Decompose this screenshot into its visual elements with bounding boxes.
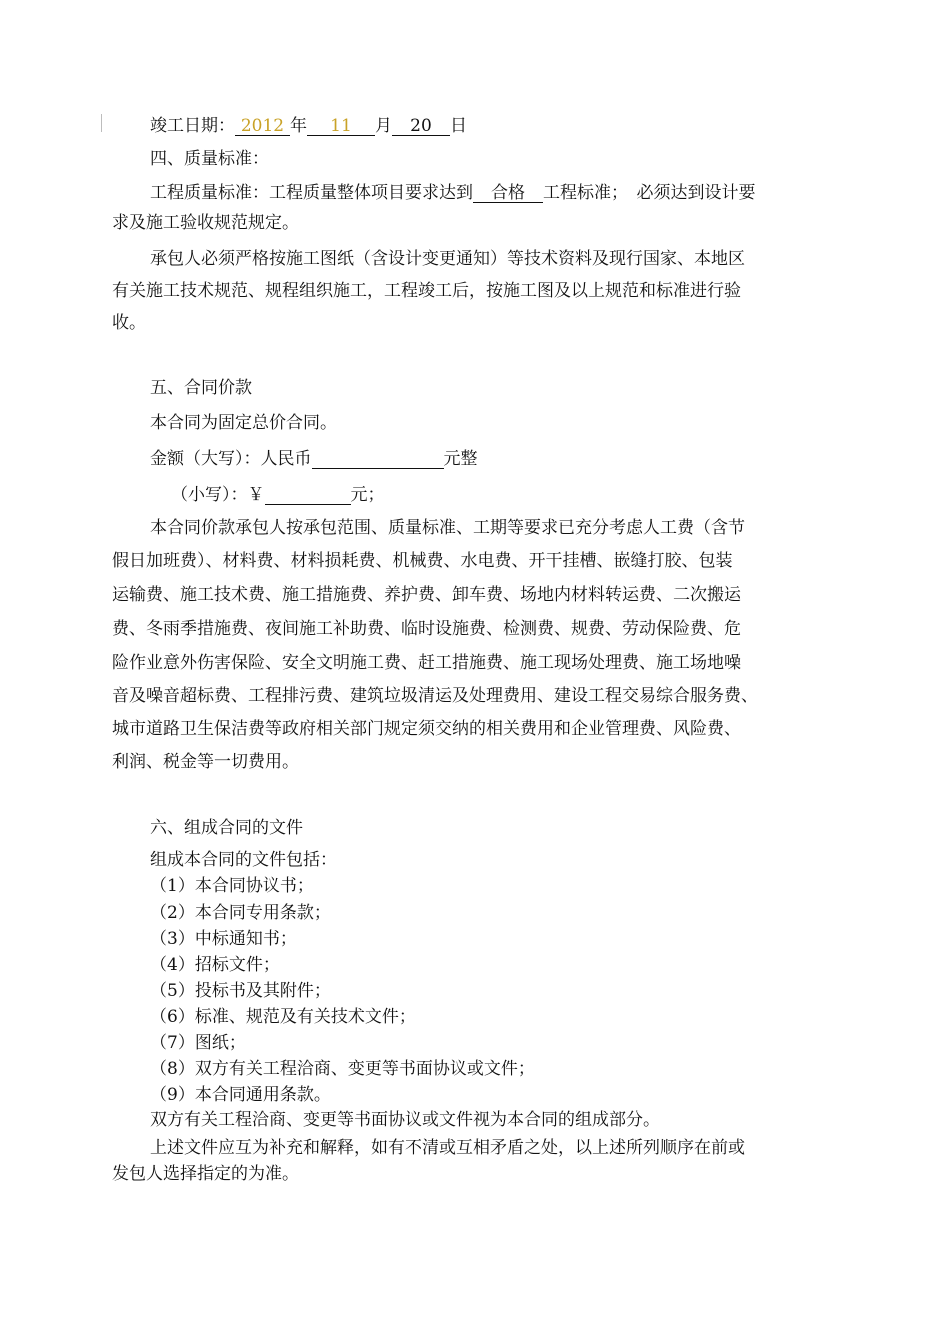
price-desc-line: 险作业意外伤害保险、安全文明施工费、赶工措施费、施工现场处理费、施工场地噪	[112, 653, 741, 673]
section4-heading: 四、质量标准：	[150, 149, 269, 169]
completion-year: 2012	[235, 117, 290, 136]
amount-lower-unit: 元；	[350, 485, 385, 505]
quality-text-a: 工程质量标准：工程质量整体项目要求达到	[150, 183, 473, 203]
document-item: （8）双方有关工程洽商、变更等书面协议或文件；	[150, 1059, 535, 1079]
price-desc-line: 费、冬雨季措施费、夜间施工补助费、临时设施费、检测费、规费、劳动保险费、危	[112, 619, 741, 639]
price-desc-line: 城市道路卫生保洁费等政府相关部门规定须交纳的相关费用和企业管理费、风险费、	[112, 719, 741, 739]
document-item: （2）本合同专用条款；	[150, 903, 331, 923]
document-item: （9）本合同通用条款。	[150, 1085, 331, 1105]
amount-lower-line	[171, 485, 906, 505]
price-desc-line: 利润、税金等一切费用。	[112, 752, 299, 772]
section6-heading: 六、组成合同的文件	[150, 818, 303, 838]
documents-intro: 组成本合同的文件包括：	[150, 850, 337, 870]
section5-heading: 五、合同价款	[150, 378, 252, 398]
document-item: （1）本合同协议书；	[150, 876, 314, 896]
document-item: （4）招标文件；	[150, 955, 280, 975]
construction-req-line2: 有关施工技术规范、规程组织施工，工程竣工后，按施工图及以上规范和标准进行验	[112, 281, 741, 301]
price-desc-line: 运输费、施工技术费、施工措施费、养护费、卸车费、场地内材料转运费、二次搬运	[112, 585, 741, 605]
amount-lower-label: （小写）：￥	[171, 485, 265, 505]
construction-req-line1: 承包人必须严格按施工图纸（含设计变更通知）等技术资料及现行国家、本地区	[150, 249, 745, 269]
completion-day: 20	[392, 117, 450, 136]
price-desc-line: 音及噪音超标费、工程排污费、建筑垃圾清运及处理费用、建设工程交易综合服务费、	[112, 686, 758, 706]
completion-month: 11	[307, 117, 375, 136]
quality-standard-line1	[150, 183, 885, 203]
amount-upper-line	[150, 449, 885, 469]
document-item: （5）投标书及其附件；	[150, 981, 331, 1001]
completion-date-label: 竣工日期：	[150, 116, 235, 136]
amount-upper-blank	[312, 450, 444, 469]
amount-upper-unit: 元整	[443, 449, 478, 469]
quality-value: 合格	[473, 184, 543, 203]
documents-composition-note: 双方有关工程洽商、变更等书面协议或文件视为本合同的组成部分。	[150, 1110, 660, 1130]
document-item: （3）中标通知书；	[150, 929, 297, 949]
quality-text-b: 工程标准； 必须达到设计要	[543, 183, 756, 203]
year-unit: 年	[290, 116, 307, 136]
fixed-price-line: 本合同为固定总价合同。	[150, 413, 337, 433]
amount-lower-blank	[265, 486, 351, 505]
price-desc-line: 假日加班费）、材料费、材料损耗费、机械费、水电费、开干挂槽、嵌缝打胶、包装	[112, 551, 733, 571]
precedence-line2: 发包人选择指定的为准。	[112, 1164, 299, 1184]
document-item: （7）图纸；	[150, 1033, 246, 1053]
quality-standard-line2: 求及施工验收规范规定。	[112, 213, 299, 233]
document-item: （6）标准、规范及有关技术文件；	[150, 1007, 416, 1027]
day-unit: 日	[450, 116, 467, 136]
construction-req-line3: 收。	[112, 313, 146, 333]
precedence-line1: 上述文件应互为补充和解释，如有不清或互相矛盾之处，以上述所列顺序在前或	[150, 1138, 745, 1158]
completion-date-line	[150, 116, 885, 136]
amount-upper-label: 金额（大写）：人民币	[150, 449, 312, 469]
month-unit: 月	[375, 116, 392, 136]
margin-marker	[101, 114, 102, 132]
price-desc-line: 本合同价款承包人按承包范围、质量标准、工期等要求已充分考虑人工费（含节	[150, 518, 745, 538]
